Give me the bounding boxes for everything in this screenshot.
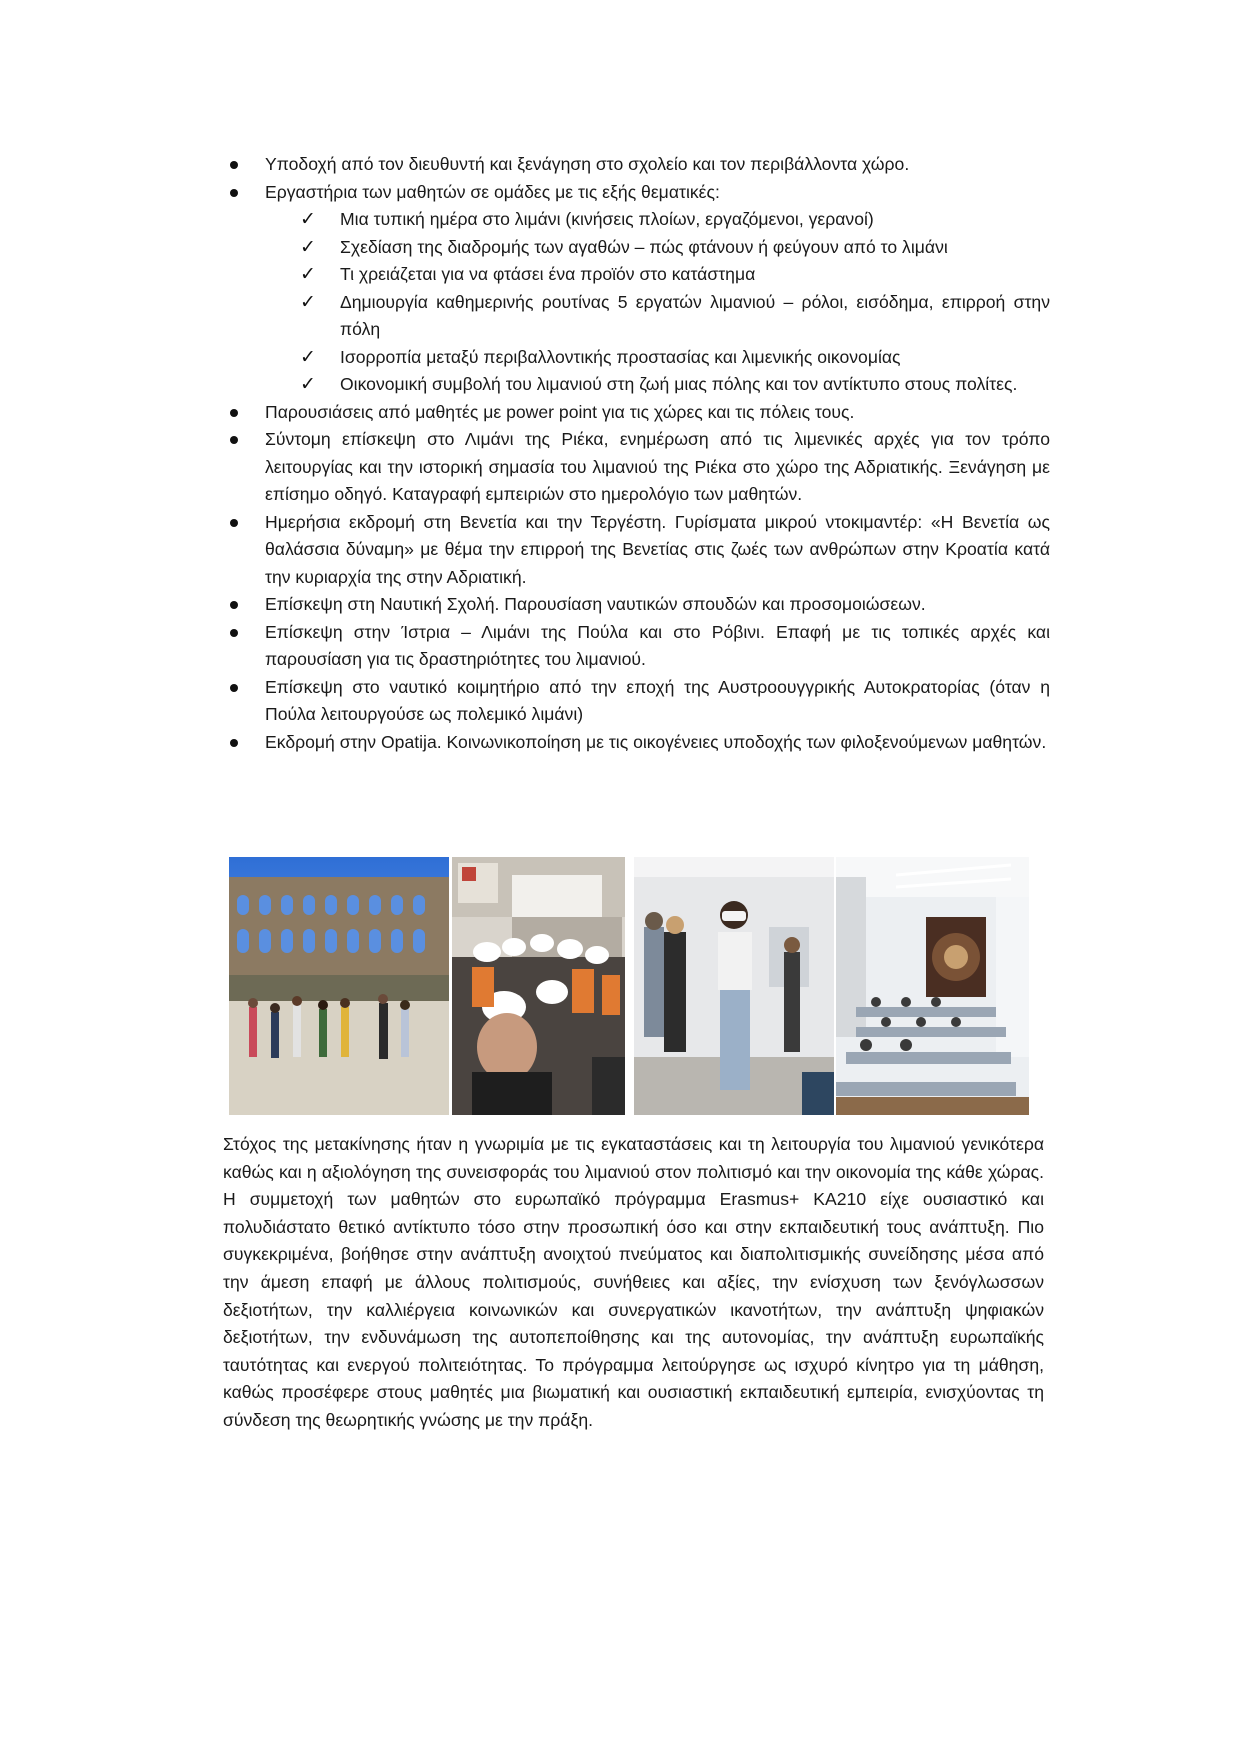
list-item [225,399,1050,427]
list-item [225,151,1050,179]
arena-photo [229,857,449,1115]
list-item-text: Εκδρομή στην Opatija. Κοινωνικοποίηση με τις οικογένειες υποδοχής των φιλοξενούμενων μαθητών. [265,731,1047,752]
bullet-icon [230,601,238,609]
checkmark-icon: ✓ [300,291,316,313]
list-item [225,179,1050,399]
sub-list-item [300,261,1050,289]
list-item [225,674,1050,729]
list-item [225,591,1050,619]
list-item-text: Σύντομη επίσκεψη στο Λιμάνι της Ριέκα, ενημέρωση από τις λιμενικές αρχές για τον τρόπο λειτουργίας και την ιστορική σημασία του λιμανιού της Ριέκα στο χώρο της Αδριατικής. Ξενάγηση με επίσημο οδηγό. Καταγραφή εμπειριών στο ημερολόγιο των μαθητών. [265,429,1050,504]
sub-list-item [300,344,1050,372]
sub-list-item-text: Τι χρειάζεται για να φτάσει ένα προϊόν στο κατάστημα [340,264,756,284]
activities-section [225,151,1050,756]
checkmark-icon: ✓ [300,346,316,368]
list-item-text: Παρουσιάσεις από μαθητές με power point για τις χώρες και τις πόλεις τους. [265,401,855,422]
bullet-icon [230,189,238,197]
sub-list-item [300,371,1050,399]
sub-list-item [300,289,1050,344]
sub-list-item-text: Ισορροπία μεταξύ περιβαλλοντικής προστασίας και λιμενικής οικονομίας [340,346,901,367]
list-item-text: Ημερήσια εκδρομή στη Βενετία και την Τεργέστη. Γυρίσματα μικρού ντοκιμαντέρ: «Η Βενετία ως θαλάσσια δύναμη» με θέμα την επιρροή της Βενετίας στις ζωές των ανθρώπων στην Κροατία κατά την κυριαρχία της στην Αδριατική. [265,511,1050,587]
list-item-text: Εργαστήρια των μαθητών σε ομάδες με τις εξής θεματικές: [265,181,720,202]
list-item [225,426,1050,509]
checkmark-icon: ✓ [300,209,316,230]
sub-list-item [300,206,1050,234]
sub-list-item-text: Οικονομική συμβολή του λιμανιού στη ζωή μιας πόλης και τον αντίκτυπο στους πολίτες. [340,374,1018,394]
sub-list-item-text: Σχεδίαση της διαδρομής των αγαθών – πώς φτάνουν ή φεύγουν από το λιμάνι [340,236,948,257]
list-item-text: Επίσκεψη στην Ίστρια – Λιμάνι της Πούλα και στο Ρόβινι. Επαφή με τις τοπικές αρχές και παρουσίαση για τις δραστηριότητες του λιμανιού. [265,621,1050,669]
bullet-icon [230,409,238,417]
bullet-icon [230,436,238,444]
list-item-text: Επίσκεψη στο ναυτικό κοιμητήριο από την εποχή της Αυστροουγγρικής Αυτοκρατορίας (όταν η Πούλα λειτουργούσε ως πολεμικό λιμάνι) [265,676,1050,724]
checkmark-icon: ✓ [300,374,316,395]
classroom-photo [836,857,1029,1115]
sub-list-item [300,234,1050,262]
checkmark-icon: ✓ [300,264,316,285]
list-item-text: Επίσκεψη στη Ναυτική Σχολή. Παρουσίαση ναυτικών σπουδών και προσομοιώσεων. [265,594,926,614]
bullet-icon [230,739,238,747]
list-item [225,729,1050,757]
photo-collage [229,857,1029,1115]
bullet-icon [230,629,238,637]
sub-list-item-text: Μια τυπική ημέρα στο λιμάνι (κινήσεις πλοίων, εργαζόμενοι, γερανοί) [340,209,874,229]
activity-list [225,151,1050,756]
hard-hats-selfie-photo [452,857,625,1115]
list-item [225,509,1050,592]
sub-list-item-text: Δημιουργία καθημερινής ρουτίνας 5 εργατών λιμανιού – ρόλοι, εισόδημα, επιρροή στην πόλη [340,291,1050,339]
bullet-icon [230,684,238,692]
bullet-icon [230,519,238,527]
checkmark-icon: ✓ [300,236,316,258]
bullet-icon [230,161,238,169]
vr-headset-photo [634,857,834,1115]
conclusion-paragraph: Στόχος της μετακίνησης ήταν η γνωριμία με τις εγκαταστάσεις και τη λειτουργία του λιμανιού γενικότερα καθώς και η αξιολόγηση της συνεισφοράς του λιμανιού στον πολιτισμό και την οικονομία της κάθε χώρας. Η συμμετοχή των μαθητών στο ευρωπαϊκό πρόγραμμα Erasmus+ KA210 είχε ουσιαστικό και πολυδιάστατο θετικό αντίκτυπο τόσο στην προσωπική όσο και στην εκπαιδευτική τους ανάπτυξη. Πιο συγκεκριμένα, βοήθησε στην ανάπτυξη ανοιχτού πνεύματος και διαπολιτισμικής συνείδησης μέσα από την άμεση επαφή με άλλους πολιτισμούς, συνήθειες και αξίες, την ενίσχυση των ξενόγλωσσων δεξιοτήτων, την καλλιέργεια κοινωνικών και συνεργατικών ικανοτήτων, την ανάπτυξη ψηφιακών δεξιοτήτων, την ενδυνάμωση της αυτοπεποίθησης και της αυτονομίας, την ανάπτυξη ευρωπαϊκής ταυτότητας και ενεργού πολιτειότητας. Το πρόγραμμα λειτούργησε ως ισχυρό κίνητρο για τη μάθηση, καθώς προσέφερε στους μαθητές μια βιωματική και ουσιαστική εκπαιδευτική εμπειρία, ενισχύοντας τη σύνδεση της θεωρητικής γνώσης με την πράξη. [223,1134,1044,1430]
workshop-topics-list [265,206,1050,399]
list-item-text: Υποδοχή από τον διευθυντή και ξενάγηση στο σχολείο και τον περιβάλλοντα χώρο. [265,154,910,174]
list-item [225,619,1050,674]
